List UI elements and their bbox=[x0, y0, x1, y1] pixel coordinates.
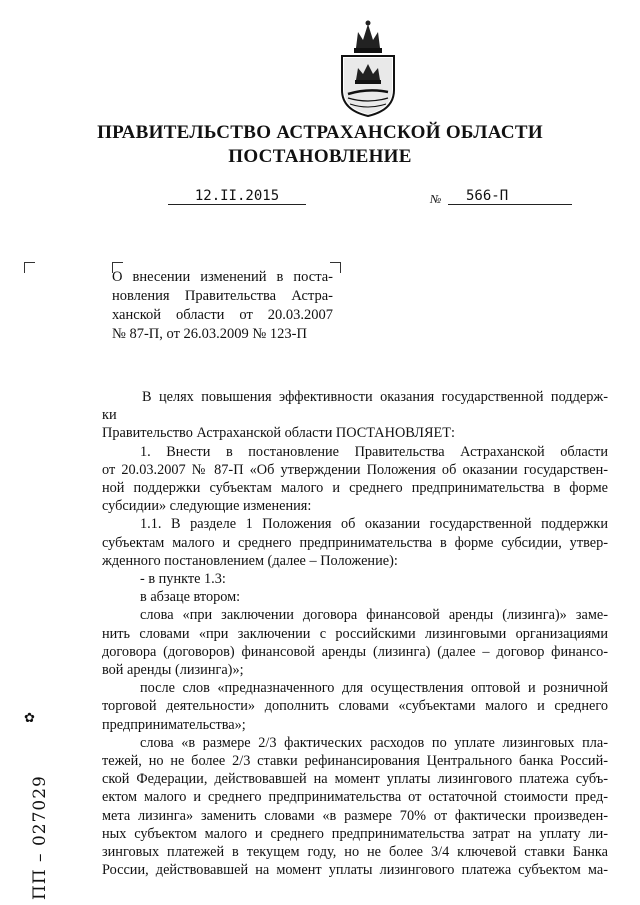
body-line: ных субъектом малого и среднего предпринимательства затрат на уплату ли- bbox=[102, 825, 608, 842]
body-line: ной поддержки субъектам малого и среднего предпринимательства в форме bbox=[102, 480, 608, 497]
subject-line: ханской области от 20.03.2007 bbox=[112, 307, 333, 323]
body-line: 1.1. В разделе 1 Положения об оказании государственной поддержки bbox=[140, 516, 608, 533]
body-line: вой аренды (лизинга)»; bbox=[102, 662, 244, 679]
document-number: 566-П bbox=[448, 188, 572, 205]
coat-of-arms-icon bbox=[334, 18, 402, 118]
number-sign: № bbox=[430, 192, 442, 206]
body-line: В целях повышения эффективности оказания государственной поддерж- bbox=[142, 389, 608, 405]
body-line: Правительство Астраханской области ПОСТАНОВЛЯЕТ: bbox=[102, 425, 455, 442]
body-line: в абзаце втором: bbox=[140, 589, 241, 606]
body-line: зинговых платежей в текущем году, но не более 3/4 ключевой ставки Банка bbox=[102, 844, 608, 861]
serial-number: ПП – 027029 bbox=[30, 775, 50, 900]
body-line: ки bbox=[102, 407, 117, 424]
body-line: от 20.03.2007 № 87-П «Об утверждении Положения об оказании государствен- bbox=[102, 461, 608, 478]
subject-block bbox=[112, 268, 333, 344]
body-line: нить словами «при заключении с российскими лизинговыми организациями bbox=[102, 625, 608, 642]
side-serial-stamp bbox=[10, 710, 50, 900]
body-line: ектом малого и среднего предпринимательства от остаточной стоимости пред- bbox=[102, 789, 608, 806]
subject-line: О внесении изменений в поста- bbox=[112, 269, 333, 285]
body-line: после слов «предназначенного для осуществления оптовой и розничной bbox=[140, 680, 608, 697]
subject-line: № 87-П, от 26.03.2009 № 123-П bbox=[112, 326, 307, 342]
body-line: субъектам малого и среднего предпринимательства в форме субсидии, утвер- bbox=[102, 534, 608, 551]
body-line: - в пункте 1.3: bbox=[140, 571, 226, 588]
document-body bbox=[102, 388, 608, 879]
government-title: ПРАВИТЕЛЬСТВО АСТРАХАНСКОЙ ОБЛАСТИ bbox=[97, 122, 543, 143]
body-line: слова «при заключении договора финансовой аренды (лизинга)» заме- bbox=[140, 607, 608, 624]
body-line: мета лизинга» заменить словами «в размере 70% от фактически произведен- bbox=[102, 807, 608, 824]
body-line: предпринимательства»; bbox=[102, 716, 246, 733]
body-line: слова «в размере 2/3 фактических расходов по уплате лизинговых пла- bbox=[140, 734, 608, 751]
body-line: договора (договоров) финансовой аренды (лизинга) (далее – договор финансо- bbox=[102, 643, 608, 660]
body-line: России, действовавшей на момент уплаты лизингового платежа субъектом ма- bbox=[102, 862, 608, 879]
body-line: торговой деятельности» дополнить словами «субъектами малого и среднего bbox=[102, 698, 608, 715]
body-line: ской Федерации, действовавшей на момент уплаты лизингового платежа субъ- bbox=[102, 771, 608, 788]
flower-icon: ✿ bbox=[24, 710, 35, 725]
body-line: 1. Внести в постановление Правительства Астраханской области bbox=[140, 443, 608, 460]
body-line: субсидии» следующие изменения: bbox=[102, 498, 312, 515]
subject-line: новления Правительства Астра- bbox=[112, 288, 333, 304]
body-line: жденного постановлением (далее – Положение): bbox=[102, 552, 398, 569]
body-line: тежей, но не более 2/3 ставки рефинансирования Центрального банка Россий- bbox=[102, 753, 608, 770]
document-date: 12.II.2015 bbox=[168, 188, 306, 205]
corner-mark-left bbox=[24, 262, 35, 273]
document-type-title: ПОСТАНОВЛЕНИЕ bbox=[228, 146, 412, 167]
